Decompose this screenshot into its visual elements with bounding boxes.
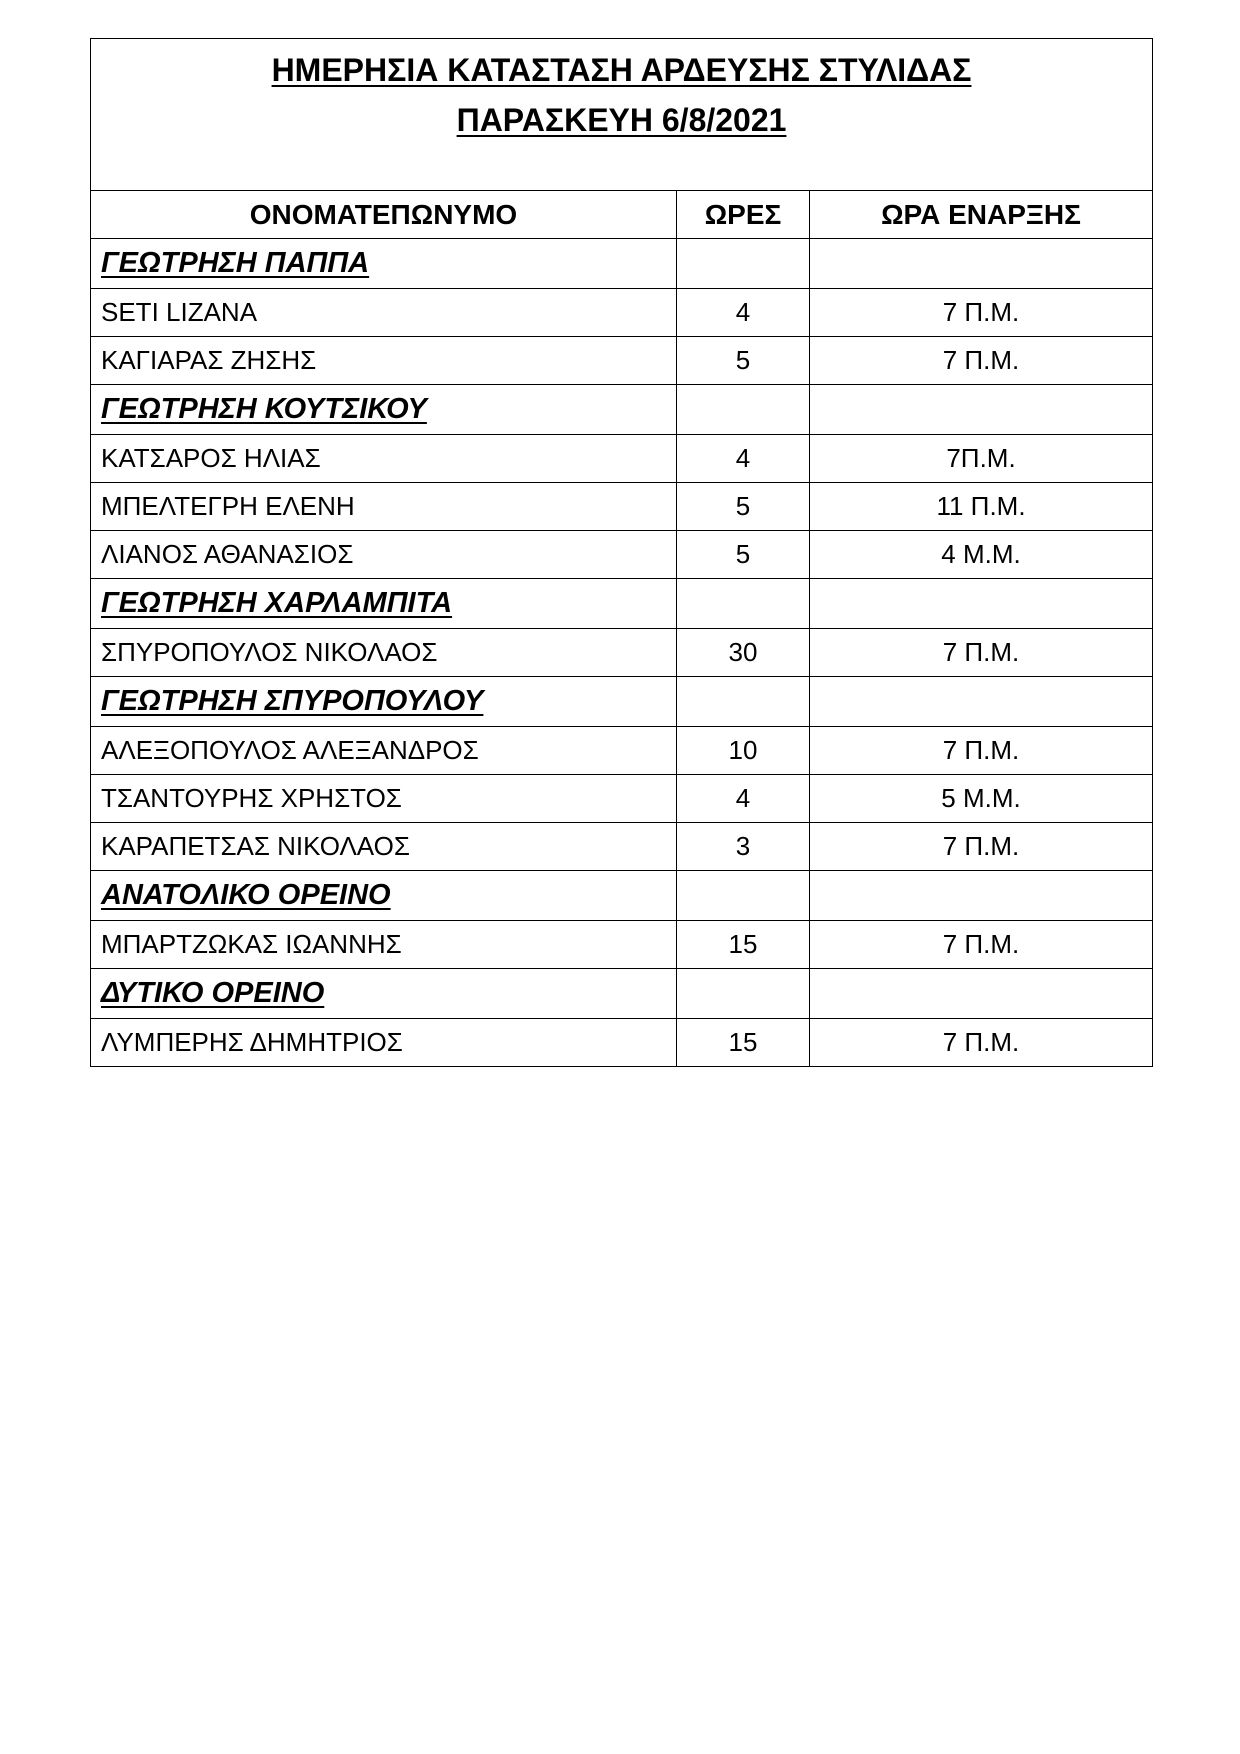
table-row — [91, 289, 1153, 337]
irrigation-schedule-table — [90, 38, 1153, 1067]
start-time: 7 Π.Μ. — [810, 289, 1153, 337]
section-hours-cell — [677, 871, 810, 921]
worker-name: ΜΠΕΛΤΕΓΡΗ ΕΛΕΝΗ — [91, 483, 677, 531]
section-start-cell — [810, 871, 1153, 921]
worker-name: ΚΑΓΙΑΡΑΣ ΖΗΣΗΣ — [91, 337, 677, 385]
section-hours-cell — [677, 579, 810, 629]
irrigation-hours: 4 — [677, 435, 810, 483]
start-time: 7Π.Μ. — [810, 435, 1153, 483]
column-header-name: ΟΝΟΜΑΤΕΠΩΝΥΜΟ — [91, 191, 677, 239]
table-row — [91, 1019, 1153, 1067]
section-start-cell — [810, 677, 1153, 727]
irrigation-hours: 5 — [677, 483, 810, 531]
section-title: ΓΕΩΤΡΗΣΗ ΧΑΡΛΑΜΠΙΤΑ — [91, 579, 677, 629]
section-header-row — [91, 385, 1153, 435]
section-header-row — [91, 677, 1153, 727]
section-title: ΓΕΩΤΡΗΣΗ ΚΟΥΤΣΙΚΟΥ — [91, 385, 677, 435]
start-time: 7 Π.Μ. — [810, 1019, 1153, 1067]
title-row — [91, 39, 1153, 191]
table-row — [91, 531, 1153, 579]
section-hours-cell — [677, 677, 810, 727]
column-header-hours: ΩΡΕΣ — [677, 191, 810, 239]
start-time: 7 Π.Μ. — [810, 629, 1153, 677]
section-hours-cell — [677, 239, 810, 289]
section-hours-cell — [677, 385, 810, 435]
column-header-start: ΩΡΑ ΕΝΑΡΞΗΣ — [810, 191, 1153, 239]
table-row — [91, 727, 1153, 775]
table-row — [91, 775, 1153, 823]
column-header-row — [91, 191, 1153, 239]
table-row — [91, 483, 1153, 531]
worker-name: ΜΠΑΡΤΖΩΚΑΣ ΙΩΑΝΝΗΣ — [91, 921, 677, 969]
section-header-row — [91, 871, 1153, 921]
irrigation-hours: 15 — [677, 1019, 810, 1067]
worker-name: ΛΙΑΝΟΣ ΑΘΑΝΑΣΙΟΣ — [91, 531, 677, 579]
start-time: 4 Μ.Μ. — [810, 531, 1153, 579]
irrigation-hours: 30 — [677, 629, 810, 677]
start-time: 7 Π.Μ. — [810, 727, 1153, 775]
section-start-cell — [810, 579, 1153, 629]
section-header-row — [91, 969, 1153, 1019]
section-start-cell — [810, 385, 1153, 435]
irrigation-hours: 5 — [677, 531, 810, 579]
irrigation-hours: 3 — [677, 823, 810, 871]
irrigation-hours: 4 — [677, 289, 810, 337]
section-title: ΓΕΩΤΡΗΣΗ ΠΑΠΠΑ — [91, 239, 677, 289]
worker-name: ΑΛΕΞΟΠΟΥΛΟΣ ΑΛΕΞΑΝΔΡΟΣ — [91, 727, 677, 775]
start-time: 11 Π.Μ. — [810, 483, 1153, 531]
section-header-row — [91, 239, 1153, 289]
worker-name: ΚΑΤΣΑΡΟΣ ΗΛΙΑΣ — [91, 435, 677, 483]
section-title: ΔΥΤΙΚΟ ΟΡΕΙΝΟ — [91, 969, 677, 1019]
section-title: ΓΕΩΤΡΗΣΗ ΣΠΥΡΟΠΟΥΛΟΥ — [91, 677, 677, 727]
section-header-row — [91, 579, 1153, 629]
start-time: 5 Μ.Μ. — [810, 775, 1153, 823]
start-time: 7 Π.Μ. — [810, 337, 1153, 385]
irrigation-hours: 4 — [677, 775, 810, 823]
start-time: 7 Π.Μ. — [810, 823, 1153, 871]
irrigation-hours: 15 — [677, 921, 810, 969]
worker-name: ΚΑΡΑΠΕΤΣΑΣ ΝΙΚΟΛΑΟΣ — [91, 823, 677, 871]
section-title: ΑΝΑΤΟΛΙΚΟ ΟΡΕΙΝΟ — [91, 871, 677, 921]
table-row — [91, 823, 1153, 871]
worker-name: SETI LIZANA — [91, 289, 677, 337]
irrigation-hours: 10 — [677, 727, 810, 775]
worker-name: ΣΠΥΡΟΠΟΥΛΟΣ ΝΙΚΟΛΑΟΣ — [91, 629, 677, 677]
table-body — [91, 39, 1153, 1067]
irrigation-hours: 5 — [677, 337, 810, 385]
document-date: ΠΑΡΑΣΚΕΥΗ 6/8/2021 — [456, 102, 787, 138]
table-row — [91, 337, 1153, 385]
worker-name: ΛΥΜΠΕΡΗΣ ΔΗΜΗΤΡΙΟΣ — [91, 1019, 677, 1067]
section-hours-cell — [677, 969, 810, 1019]
title-cell — [91, 39, 1153, 191]
table-row — [91, 921, 1153, 969]
worker-name: ΤΣΑΝΤΟΥΡΗΣ ΧΡΗΣΤΟΣ — [91, 775, 677, 823]
table-row — [91, 629, 1153, 677]
document-title: ΗΜΕΡΗΣΙΑ ΚΑΤΑΣΤΑΣΗ ΑΡΔΕΥΣΗΣ ΣΤΥΛΙΔΑΣ — [271, 52, 972, 88]
table-row — [91, 435, 1153, 483]
start-time: 7 Π.Μ. — [810, 921, 1153, 969]
section-start-cell — [810, 969, 1153, 1019]
section-start-cell — [810, 239, 1153, 289]
